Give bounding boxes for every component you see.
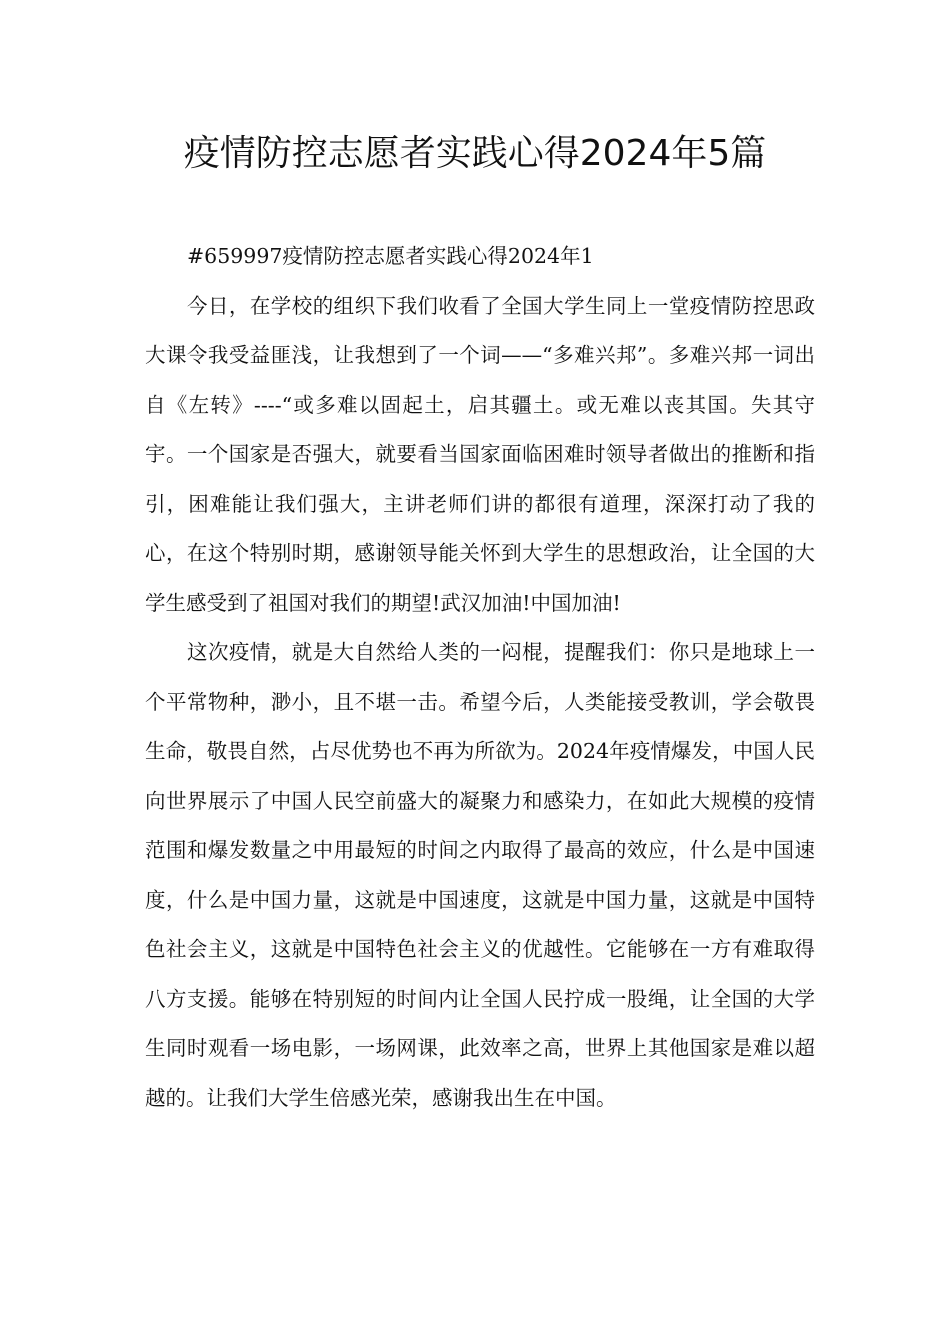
paragraph-1: 今日，在学校的组织下我们收看了全国大学生同上一堂疫情防控思政大课令我受益匪浅，让我想到了一个词——“多难兴邦”。多难兴邦一词出自《左转》----“或多难以固起土，启其疆土。或无难以丧其国。失其守宇。一个国家是否强大，就要看当国家面临困难时领导者做出的推断和指引，困难能让我们强大，主讲老师们讲的都很有道理，深深打动了我的心，在这个特别时期，感谢领导能关怀到大学生的思想政治，让全国的大学生感受到了祖国对我们的期望!武汉加油!中国加油! bbox=[145, 293, 815, 615]
document-title: 疫情防控志愿者实践心得2024年5篇 bbox=[183, 133, 767, 174]
paragraph-2: 这次疫情，就是大自然给人类的一闷棍，提醒我们：你只是地球上一个平常物种，渺小，且不堪一击。希望今后，人类能接受教训，学会敬畏生命，敬畏自然，占尽优势也不再为所欲为。2024年疫情爆发，中国人民向世界展示了中国人民空前盛大的凝聚力和感染力，在如此大规模的疫情范围和爆发数量之中用最短的时间之内取得了最高的效应，什么是中国速度，什么是中国力量，这就是中国速度，这就是中国力量，这就是中国特色社会主义，这就是中国特色社会主义的优越性。它能够在一方有难取得八方支援。能够在特别短的时间内让全国人民拧成一股绳，让全国的大学生同时观看一场电影，一场网课，此效率之高，世界上其他国家是难以超越的。让我们大学生倍感光荣，感谢我出生在中国。 bbox=[145, 640, 815, 1110]
document-body bbox=[145, 232, 815, 1123]
section-heading: #659997疫情防控志愿者实践心得2024年1 bbox=[187, 244, 594, 268]
